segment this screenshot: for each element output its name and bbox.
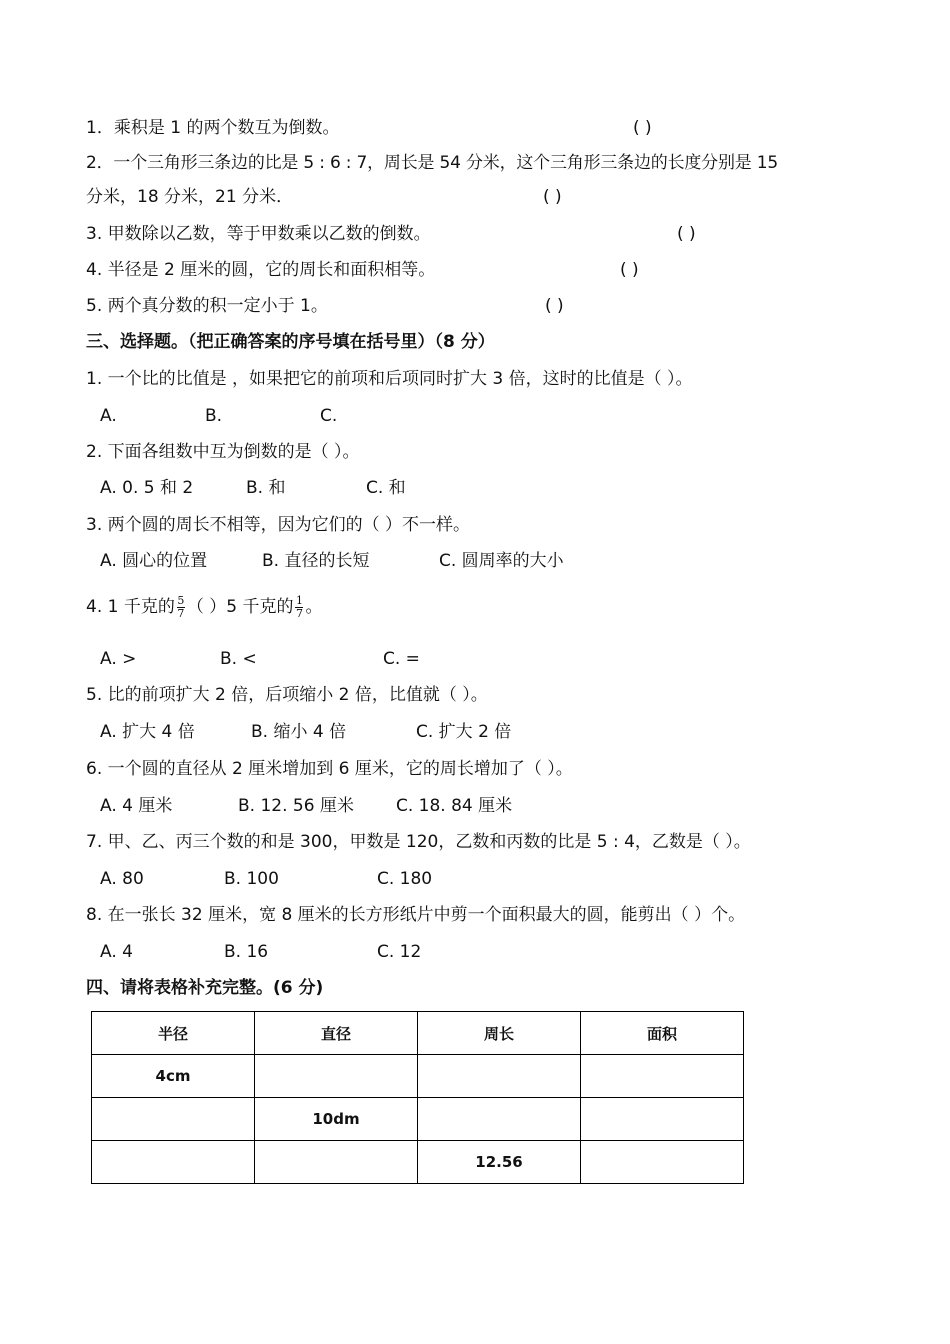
answer-paren[interactable]: ( ) xyxy=(677,224,696,244)
table-cell[interactable] xyxy=(92,1141,255,1184)
table-cell[interactable] xyxy=(255,1141,418,1184)
choice-q7: 7. 甲、乙、丙三个数的和是 300，甲数是 120，乙数和丙数的比是 5 : 4，乙数是（ ）。 xyxy=(86,832,751,852)
judge-item-2-cont: 分米，18 分米，21 分米． xyxy=(86,187,294,207)
table-cell[interactable] xyxy=(581,1055,744,1098)
option-c[interactable]: C. 扩大 2 倍 xyxy=(416,722,512,742)
judge-item-1: 1．乘积是 1 的两个数互为倒数。 xyxy=(86,118,340,138)
answer-paren[interactable]: ( ) xyxy=(545,296,564,316)
option-b[interactable]: B. 12. 56 厘米 xyxy=(238,796,354,816)
option-a[interactable]: A. 4 xyxy=(100,942,133,962)
option-a[interactable]: A. 4 厘米 xyxy=(100,796,173,816)
option-a[interactable]: A. xyxy=(100,406,117,426)
option-b[interactable]: B. xyxy=(205,406,223,426)
option-a[interactable]: A. 圆心的位置 xyxy=(100,551,208,571)
table-cell[interactable] xyxy=(581,1098,744,1141)
table-header-cell: 半径 xyxy=(92,1012,255,1055)
option-b[interactable]: B. 和 xyxy=(246,478,286,498)
denominator: 7 xyxy=(295,606,303,620)
table-cell[interactable] xyxy=(418,1098,581,1141)
table-cell[interactable] xyxy=(92,1098,255,1141)
fraction-5-7 xyxy=(177,595,185,620)
option-a[interactable]: A. > xyxy=(100,649,137,669)
table-cell[interactable]: 4cm xyxy=(92,1055,255,1098)
option-b[interactable]: B. 16 xyxy=(224,942,269,962)
choice-q5: 5. 比的前项扩大 2 倍，后项缩小 2 倍，比值就（ ）。 xyxy=(86,685,488,705)
judge-item-3: 3. 甲数除以乙数，等于甲数乘以乙数的倒数。 xyxy=(86,224,431,244)
table-header-cell: 面积 xyxy=(581,1012,744,1055)
option-c[interactable]: C. 18. 84 厘米 xyxy=(396,796,513,816)
denominator: 7 xyxy=(177,606,185,620)
section-heading-table: 四、请将表格补充完整。(6 分) xyxy=(86,978,324,998)
option-b[interactable]: B. 100 xyxy=(224,869,279,889)
table-cell[interactable] xyxy=(418,1055,581,1098)
answer-paren[interactable]: ( ) xyxy=(633,118,652,138)
option-b[interactable]: B. < xyxy=(220,649,257,669)
fraction-1-7 xyxy=(295,595,303,620)
choice-q1: 1. 一个比的比值是 ，如果把它的前项和后项同时扩大 3 倍，这时的比值是（ ）。 xyxy=(86,369,693,389)
table-cell[interactable] xyxy=(581,1141,744,1184)
numerator: 5 xyxy=(177,593,185,607)
choice-q2: 2. 下面各组数中互为倒数的是（ ）。 xyxy=(86,442,360,462)
choice-q4 xyxy=(86,590,322,624)
table-cell[interactable]: 12.56 xyxy=(418,1141,581,1184)
option-c[interactable]: C. 180 xyxy=(377,869,433,889)
option-c[interactable]: C. = xyxy=(383,649,420,669)
answer-paren[interactable]: ( ) xyxy=(620,260,639,280)
table-row xyxy=(92,1141,744,1184)
section-heading-choice: 三、选择题。（把正确答案的序号填在括号里）（8 分） xyxy=(86,332,495,352)
option-c[interactable]: C. 12 xyxy=(377,942,422,962)
table-row xyxy=(92,1055,744,1098)
table-cell[interactable] xyxy=(255,1055,418,1098)
option-a[interactable]: A. 扩大 4 倍 xyxy=(100,722,195,742)
circle-table xyxy=(91,1011,744,1184)
choice-q3: 3. 两个圆的周长不相等，因为它们的（ ）不一样。 xyxy=(86,515,471,535)
answer-paren[interactable]: ( ) xyxy=(543,187,562,207)
choice-q8: 8. 在一张长 32 厘米，宽 8 厘米的长方形纸片中剪一个面积最大的圆，能剪出（ ）个。 xyxy=(86,905,746,925)
q4-text-part1: 4. 1 千克的 xyxy=(86,597,175,617)
option-c[interactable]: C. 和 xyxy=(366,478,406,498)
option-b[interactable]: B. 直径的长短 xyxy=(262,551,370,571)
table-header-cell: 直径 xyxy=(255,1012,418,1055)
table-row xyxy=(92,1098,744,1141)
judge-item-5: 5. 两个真分数的积一定小于 1。 xyxy=(86,296,328,316)
judge-item-4: 4. 半径是 2 厘米的圆，它的周长和面积相等。 xyxy=(86,260,436,280)
choice-q6: 6. 一个圆的直径从 2 厘米增加到 6 厘米，它的周长增加了（ ）。 xyxy=(86,759,573,779)
numerator: 1 xyxy=(295,593,303,607)
option-a[interactable]: A. 80 xyxy=(100,869,144,889)
table-cell[interactable]: 10dm xyxy=(255,1098,418,1141)
table-header-row xyxy=(92,1012,744,1055)
q4-text-part2: （ ）5 千克的 xyxy=(186,597,294,617)
option-b[interactable]: B. 缩小 4 倍 xyxy=(251,722,347,742)
judge-item-2: 2．一个三角形三条边的比是 5 : 6 : 7，周长是 54 分米，这个三角形三条边的长度分别是 15 xyxy=(86,153,779,173)
option-c[interactable]: C. 圆周率的大小 xyxy=(439,551,564,571)
option-c[interactable]: C. xyxy=(320,406,338,426)
q4-text-part3: 。 xyxy=(305,597,323,617)
option-a[interactable]: A. 0. 5 和 2 xyxy=(100,478,194,498)
table-header-cell: 周长 xyxy=(418,1012,581,1055)
